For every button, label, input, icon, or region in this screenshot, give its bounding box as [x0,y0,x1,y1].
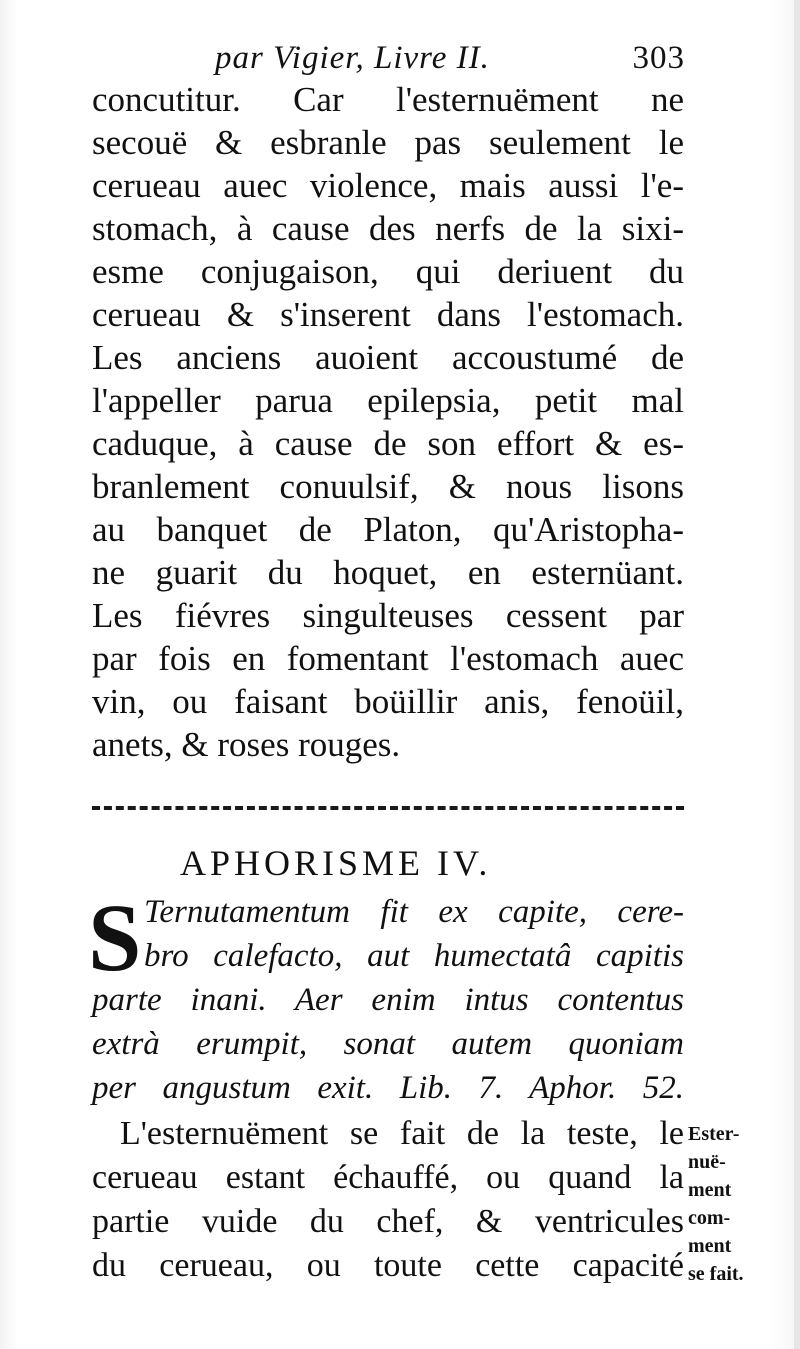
aphorism-line: extrà erumpit, sonat autem quoniam [92,1026,684,1062]
text-line: cerueau estant échauffé, ou quand la [92,1159,684,1196]
text-line: Les fiévres singulteuses cessent par [92,596,684,635]
text-line: vin, ou faisant boüillir anis, fenoüil, [92,682,684,721]
margin-note-line: se fait. [688,1263,744,1285]
margin-note-line: com- [688,1207,731,1229]
text-line: partie vuide du chef, & ventricules [92,1203,684,1240]
section-heading: APHORISME IV. [180,843,492,883]
text-line: caduque, à cause de son effort & es- [92,424,684,463]
text-line: stomach, à cause des nerfs de la sixi- [92,209,684,248]
aphorism-line: Ternutamentum fit ex capite, cere- [144,894,684,930]
margin-note-line: Ester- [688,1123,740,1145]
text-line: esme conjugaison, qui deriuent du [92,252,684,291]
body-text [92,78,684,766]
running-head-title: par Vigier, Livre II. [215,40,490,76]
text-line: au banquet de Platon, qu'Aristopha- [92,510,684,549]
text-line: anets, & roses rouges. [92,725,401,764]
drop-cap: S [88,884,142,991]
margin-note-line: nuë- [688,1151,726,1173]
page-number: 303 [632,40,685,76]
running-head [215,40,685,80]
text-line: par fois en fomentant l'estomach auec [92,639,684,678]
section-divider [92,806,684,820]
commentary-text [92,1112,684,1288]
text-line: concutitur. Car l'esternuëment ne [92,80,684,119]
margin-note [688,1120,768,1288]
page-edge-shadow [794,0,800,1349]
text-line: branlement conuulsif, & nous lisons [92,467,684,506]
aphorism-line: bro calefacto, aut humectatâ capitis [144,938,684,974]
text-line: cerueau auec violence, mais aussi l'e- [92,166,684,205]
text-line: secouë & esbranle pas seulement le [92,123,684,162]
text-line: du cerueau, ou toute cette capacité [92,1247,684,1284]
text-line: L'esternuëment se fait de la teste, le [120,1115,684,1152]
aphorism-line: per angustum exit. Lib. 7. Aphor. 52. [92,1070,684,1106]
aphorism-text [88,884,684,1110]
margin-note-line: ment [688,1235,732,1257]
text-line: Les anciens auoient accoustumé de [92,338,684,377]
aphorism-line: parte inani. Aer enim intus contentus [92,982,684,1018]
margin-note-line: ment [688,1179,732,1201]
text-line: cerueau & s'inserent dans l'estomach. [92,295,684,334]
text-line: l'appeller parua epilepsia, petit mal [92,381,684,420]
text-line: ne guarit du hoquet, en esternüant. [92,553,684,592]
